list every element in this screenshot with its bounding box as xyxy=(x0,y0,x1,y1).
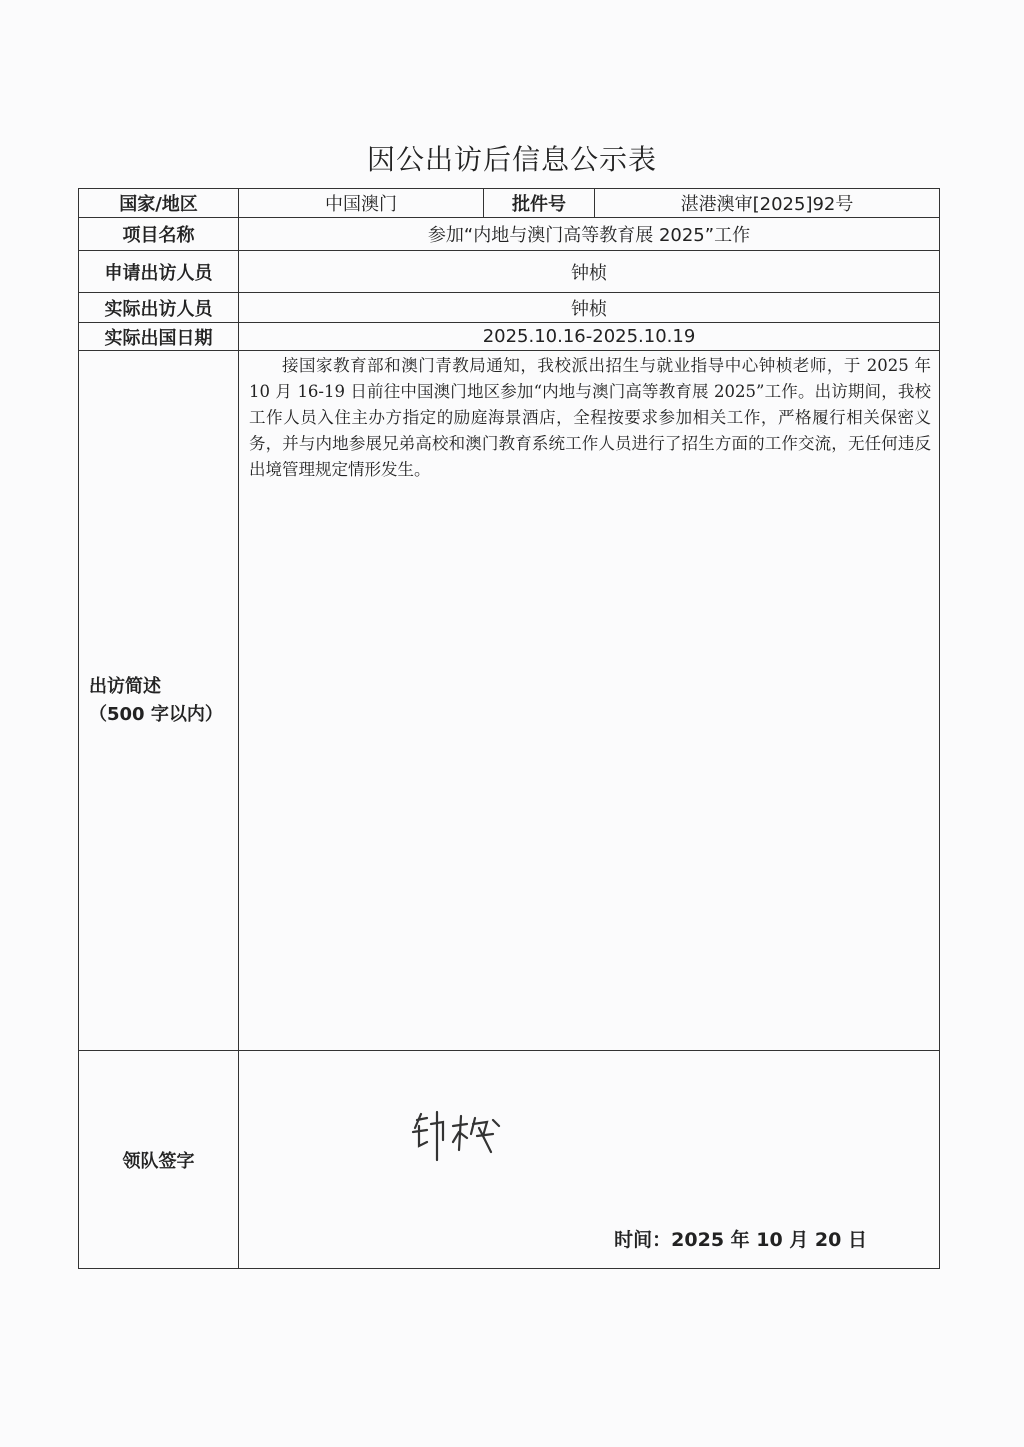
summary-label-line1: 出访简述 xyxy=(89,675,161,697)
date-value: 2025.10.16-2025.10.19 xyxy=(239,323,940,351)
row-project xyxy=(79,218,940,251)
approval-label: 批件号 xyxy=(484,189,595,218)
applicant-value: 钟桢 xyxy=(239,251,940,293)
applicant-label: 申请出访人员 xyxy=(79,251,239,293)
row-date xyxy=(79,323,940,351)
handwritten-signature xyxy=(409,1106,519,1166)
actual-value: 钟桢 xyxy=(239,293,940,323)
project-label: 项目名称 xyxy=(79,218,239,251)
approval-value: 湛港澳审[2025]92号 xyxy=(595,189,940,218)
actual-label: 实际出访人员 xyxy=(79,293,239,323)
summary-label-line2: （500 字以内） xyxy=(89,703,223,725)
row-signature xyxy=(79,1051,940,1269)
row-summary xyxy=(79,351,940,1051)
summary-text: 接国家教育部和澳门青教局通知，我校派出招生与就业指导中心钟桢老师，于 2025 年 10 月 16-19 日前往中国澳门地区参加“内地与澳门高等教育展 2025”工作。出访期间，我校工作人员入住主办方指定的励庭海景酒店，全程按要求参加相关工作，严格履行相关保密义务，并与内地参展兄弟高校和澳门教育系统工作人员进行了招生方面的工作交流，无任何违反出境管理规定情形发生。 xyxy=(239,351,940,1051)
country-value: 中国澳门 xyxy=(239,189,484,218)
signature-label: 领队签字 xyxy=(79,1051,239,1269)
project-value: 参加“内地与澳门高等教育展 2025”工作 xyxy=(239,218,940,251)
signature-cell xyxy=(239,1051,940,1269)
document-title: 因公出访后信息公示表 xyxy=(366,143,657,176)
sign-date: 时间：2025 年 10 月 20 日 xyxy=(614,1229,867,1251)
summary-label xyxy=(79,351,239,1051)
row-applicant xyxy=(79,251,940,293)
row-country xyxy=(79,189,940,218)
row-actual xyxy=(79,293,940,323)
country-label: 国家/地区 xyxy=(79,189,239,218)
date-label: 实际出国日期 xyxy=(79,323,239,351)
info-table xyxy=(78,188,940,1269)
